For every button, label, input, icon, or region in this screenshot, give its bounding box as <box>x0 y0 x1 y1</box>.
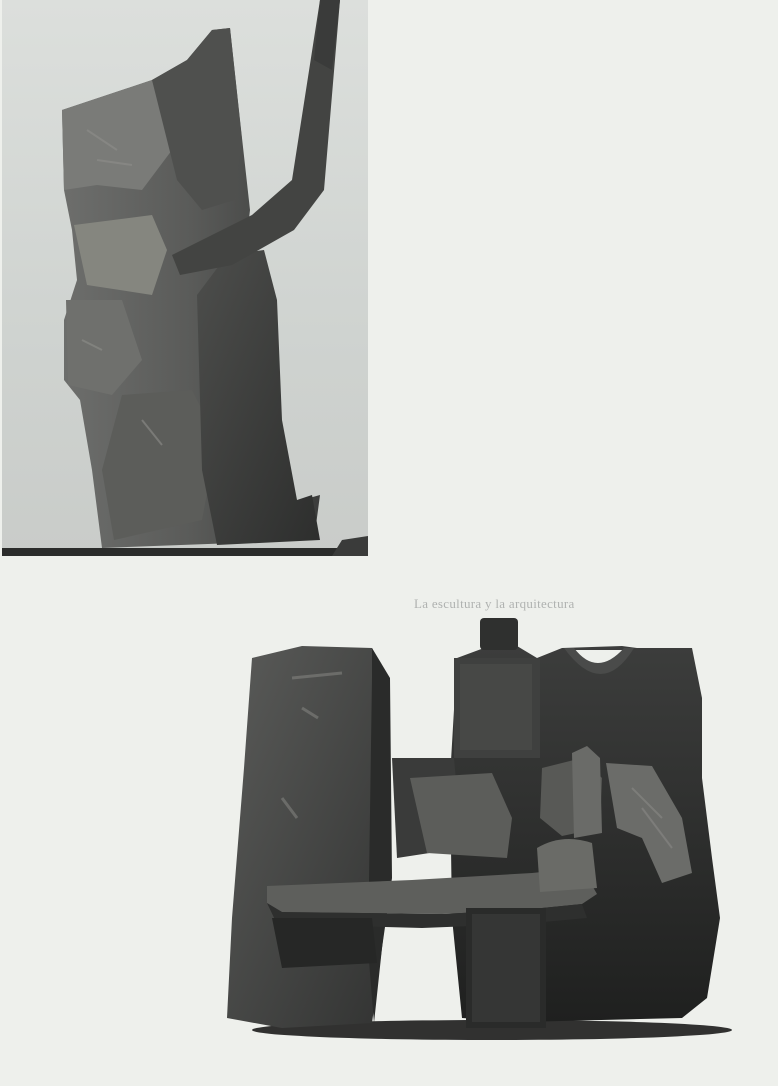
show-through-heading: La escultura y la arquitectura <box>414 596 575 611</box>
sculpture-upright-illustration <box>2 0 368 556</box>
sculpture-block-illustration <box>222 618 732 1064</box>
photo-top-sculpture <box>2 0 368 556</box>
photo-bottom-sculpture <box>222 618 732 1064</box>
